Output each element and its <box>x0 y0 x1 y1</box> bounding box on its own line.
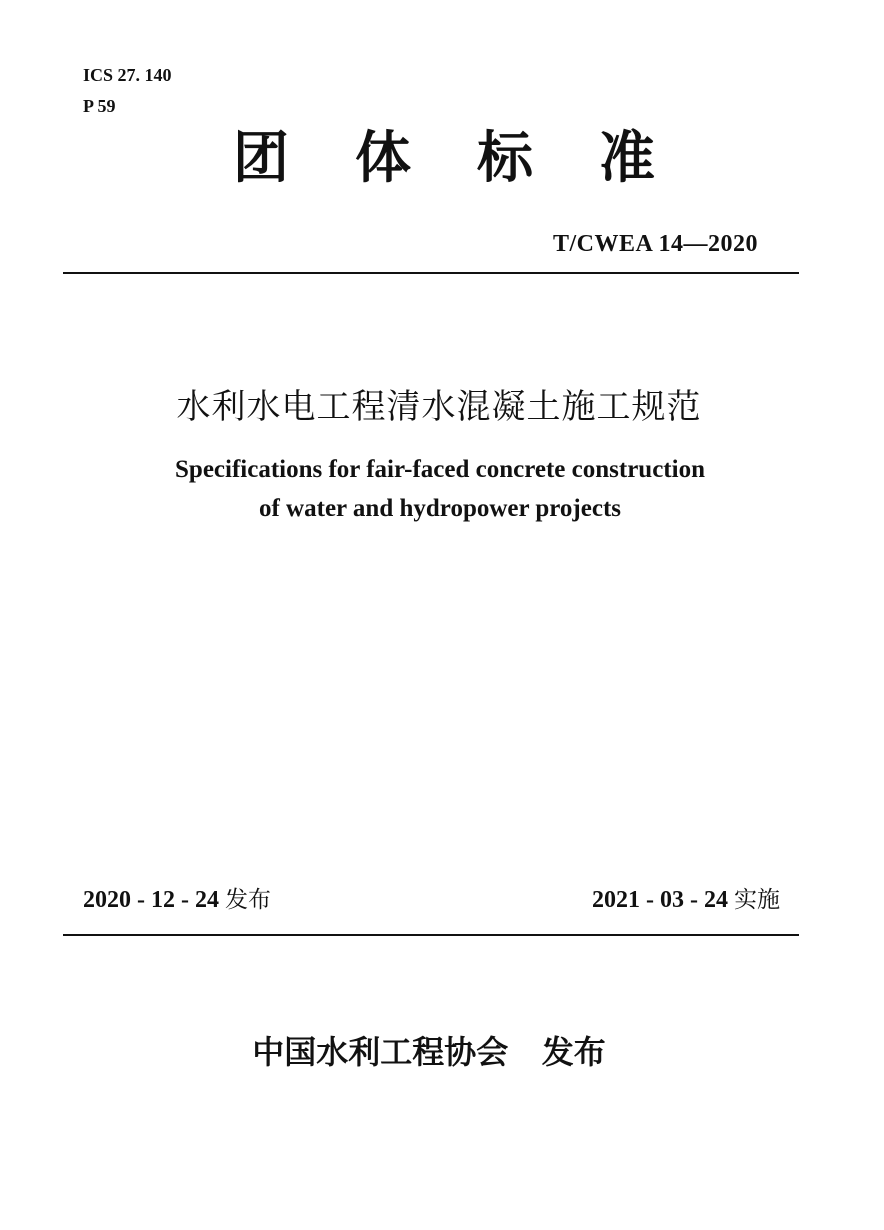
title-english-line2: of water and hydropower projects <box>258 495 622 522</box>
implementation-label: 实施 <box>734 887 780 913</box>
standard-type-char: 体 <box>355 126 411 191</box>
issue-label: 发布 <box>224 887 271 913</box>
implementation-date: 2021 - 03 - 24 <box>592 887 728 913</box>
top-divider <box>63 272 799 274</box>
ccs-code: P 59 <box>83 96 116 116</box>
implementation-date-block <box>592 884 780 916</box>
standard-type-char: 标 <box>477 126 533 191</box>
title-chinese: 水利水电工程清水混凝土施工规范 <box>176 387 702 427</box>
standard-type-char: 准 <box>599 126 655 191</box>
bottom-divider <box>63 934 799 936</box>
ics-code: ICS 27. 140 <box>83 65 172 85</box>
standard-type-heading <box>0 127 884 191</box>
issue-date-block <box>83 884 271 916</box>
publisher-line: 中国水利工程协会 发布 <box>252 1033 606 1071</box>
standard-type-char: 团 <box>233 126 289 191</box>
title-english-line1: Specifications for fair-faced concrete construction <box>175 456 705 483</box>
issue-date: 2020 - 12 - 24 <box>83 887 219 913</box>
standard-number: T/CWEA 14—2020 <box>552 231 758 257</box>
